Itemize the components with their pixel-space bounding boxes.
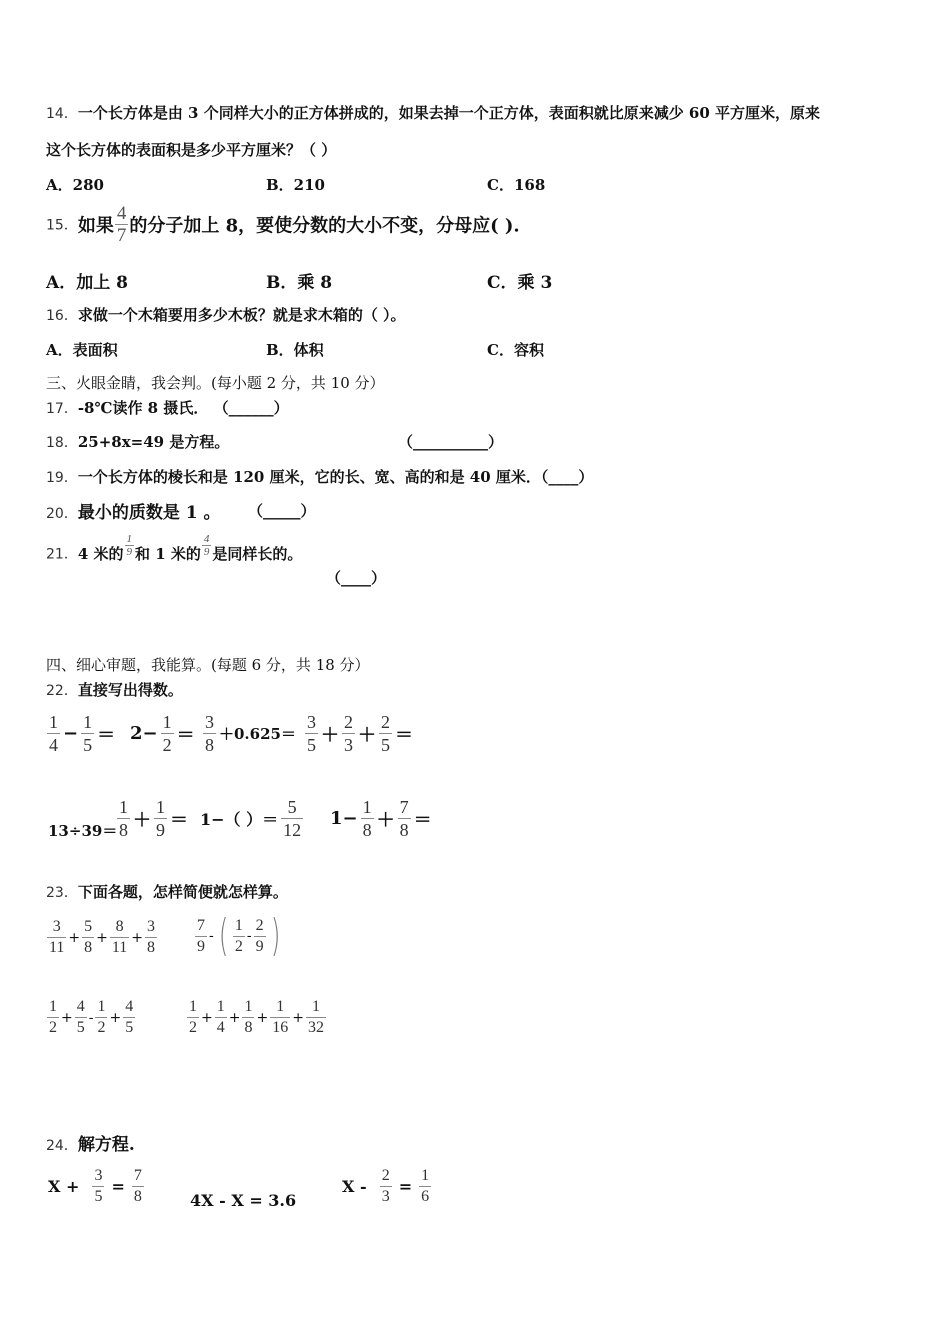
fraction [47, 997, 59, 1038]
fraction [281, 796, 303, 841]
equals: = [398, 1177, 413, 1196]
denominator: 9 [156, 820, 165, 840]
question-14-line2: 这个长方体的表面积是多少平方厘米？（ ） [46, 141, 337, 159]
denominator: 7 [116, 225, 127, 246]
denominator: 5 [381, 735, 390, 755]
numerator: 5 [84, 918, 93, 935]
question-number: 19． [46, 470, 78, 486]
right-parenthesis: ) [270, 910, 280, 961]
numerator: 1 [49, 998, 57, 1015]
expression-22-5 [46, 820, 119, 841]
numerator: 4 [203, 533, 210, 545]
numerator: 1 [189, 998, 197, 1015]
equation-lead: X - [342, 1177, 367, 1196]
question-number: 16． [46, 308, 78, 324]
expression-23-3 [46, 997, 136, 1038]
fraction [233, 916, 245, 957]
expression-rest: ＋0.625＝ [219, 725, 296, 743]
fraction [115, 203, 129, 246]
denominator: 2 [97, 1019, 106, 1036]
section-heading-4: 四、细心审题，我能算。(每题 6 分，共 18 分） [46, 656, 370, 674]
expression-23-4 [186, 997, 327, 1038]
denominator: 5 [83, 735, 93, 755]
answer-blank[interactable]: （_____） [248, 502, 316, 520]
question-text: 求做一个木箱要用多少木板？就是求木箱的（ ）。 [77, 306, 406, 324]
question-17 [46, 397, 289, 418]
expression-23-1 [46, 917, 158, 958]
question-number: 22． [46, 683, 78, 699]
question-22 [46, 679, 183, 700]
denominator: 8 [399, 820, 409, 840]
fraction [305, 711, 318, 756]
question-number: 14． [46, 106, 78, 122]
question-20 [46, 498, 221, 523]
fraction [95, 997, 107, 1038]
question-text: 一个长方体的棱长和是 120 厘米，它的长、宽、高的和是 40 厘米．（____） [77, 468, 594, 486]
fraction [202, 533, 212, 558]
text-part-a: 4 米的 [77, 545, 124, 563]
fraction [145, 917, 157, 958]
denominator: 8 [244, 1019, 253, 1036]
numerator: 1 [244, 998, 253, 1015]
equation-24-1 [46, 1166, 145, 1207]
denominator: 3 [344, 735, 353, 755]
numerator: 3 [307, 712, 316, 732]
equals: ＝ [413, 809, 432, 831]
numerator: 8 [115, 918, 124, 935]
denominator: 32 [307, 1019, 324, 1036]
denominator: 16 [272, 1019, 289, 1036]
equals: ＝ [97, 724, 116, 746]
equals: ＝ [395, 724, 413, 746]
option-b: B．体积 [266, 341, 324, 359]
operator: ＋ [358, 724, 376, 746]
section-heading-3: 三、火眼金睛，我会判。(每小题 2 分，共 10 分） [46, 374, 385, 392]
numerator: 1 [234, 916, 243, 934]
fraction [132, 1166, 144, 1207]
expression-22-4 [304, 711, 415, 756]
question-16 [46, 304, 406, 325]
question-number: 21． [46, 546, 78, 563]
question-18 [46, 431, 229, 452]
operator: − [63, 723, 79, 744]
question-text: 最小的质数是 1 。 [77, 503, 221, 523]
expression-lead: 1− [330, 808, 358, 829]
fraction [47, 711, 60, 756]
denominator: 8 [84, 939, 93, 956]
operator: - [88, 1009, 94, 1026]
expression-22-1 [46, 711, 117, 756]
question-text: -8℃读作 8 摄氏． （______） [77, 399, 289, 417]
fraction [342, 711, 355, 756]
fraction [398, 796, 411, 841]
denominator: 4 [49, 735, 58, 755]
question-14 [46, 102, 820, 123]
numerator: 7 [399, 797, 409, 817]
equals: ＝ [176, 724, 195, 746]
denominator: 12 [283, 820, 302, 840]
operator: + [201, 1009, 213, 1026]
left-parenthesis: ( [218, 910, 229, 961]
fraction [75, 997, 87, 1038]
denominator: 8 [205, 735, 214, 755]
fraction [92, 1166, 104, 1207]
numerator: 1 [126, 533, 132, 545]
numerator: 7 [197, 916, 205, 934]
question-number: 15． [46, 217, 78, 234]
operator: + [131, 929, 144, 946]
expression-23-2 [194, 910, 284, 961]
operator: + [256, 1009, 269, 1026]
numerator: 1 [421, 1167, 430, 1184]
text-part-b: 和 1 米的 [135, 545, 201, 563]
fraction [154, 796, 167, 841]
denominator: 9 [255, 937, 264, 955]
question-24 [46, 1130, 135, 1155]
numerator: 1 [97, 998, 106, 1015]
answer-blank[interactable]: （__________） [398, 433, 504, 451]
text-part-c: 是同样长的。 [212, 545, 303, 563]
option-c: C．乘 3 [487, 273, 553, 293]
numerator: 1 [311, 998, 320, 1015]
fraction [110, 917, 129, 958]
fraction [379, 711, 392, 756]
denominator: 11 [111, 939, 128, 956]
fraction [361, 796, 374, 841]
expression-22-8 [328, 796, 434, 841]
question-number: 20． [46, 506, 78, 522]
numerator: 1 [119, 797, 128, 817]
fraction [82, 917, 94, 958]
denominator: 9 [126, 546, 132, 558]
question-number: 18． [46, 435, 78, 451]
denominator: 8 [133, 1188, 142, 1205]
numerator: 1 [83, 712, 93, 732]
fraction [270, 997, 290, 1038]
equation-24-2: 4X - X = 3.6 [190, 1191, 297, 1210]
fraction [47, 917, 66, 958]
equals: = [111, 1177, 125, 1196]
denominator: 2 [49, 1019, 57, 1036]
fraction [161, 711, 174, 756]
fraction [254, 916, 266, 957]
operator: + [292, 1009, 304, 1026]
question-21 [46, 533, 303, 566]
option-a: A．加上 8 [46, 273, 128, 293]
denominator: 5 [125, 1019, 134, 1036]
numerator: 1 [276, 998, 285, 1015]
option-a: A．表面积 [46, 341, 118, 359]
answer-blank[interactable]: （____） [326, 569, 387, 587]
operator: ＋ [321, 724, 339, 746]
denominator: 2 [189, 1019, 197, 1036]
numerator: 2 [381, 1167, 390, 1184]
question-text: 直接写出得数。 [77, 681, 183, 699]
fraction [195, 916, 207, 957]
fraction [306, 997, 326, 1038]
operator: + [109, 1009, 122, 1026]
expression-lead: 1−（ ）＝ [200, 810, 279, 829]
fraction [242, 997, 254, 1038]
question-number: 23． [46, 885, 78, 901]
numerator: 2 [344, 712, 353, 732]
fraction [125, 533, 135, 558]
question-text: 下面各题，怎样简便就怎样算。 [77, 883, 288, 901]
denominator: 8 [362, 820, 372, 840]
denominator: 4 [216, 1019, 225, 1036]
numerator: 3 [52, 918, 61, 935]
expression-22-7 [198, 796, 304, 841]
expression-22-3 [202, 711, 298, 756]
question-text: 25+8x=49 是方程。 [77, 433, 230, 451]
expression-lead: 2− [130, 723, 158, 744]
equation-24-3 [340, 1166, 432, 1207]
equation-lead: X + [48, 1177, 80, 1196]
option-c: C．168 [487, 176, 546, 194]
operator: - [246, 928, 252, 944]
question-number: 24． [46, 1138, 78, 1154]
numerator: 1 [49, 712, 58, 732]
numerator: 1 [216, 998, 225, 1015]
numerator: 1 [162, 712, 172, 732]
numerator: 1 [362, 797, 372, 817]
question-number: 17． [46, 401, 78, 417]
numerator: 3 [94, 1167, 103, 1184]
operator: - [209, 928, 214, 944]
equals: ＝ [170, 809, 188, 831]
fraction [419, 1166, 431, 1207]
denominator: 8 [119, 820, 128, 840]
numerator: 4 [125, 998, 134, 1015]
denominator: 2 [234, 937, 243, 955]
operator: + [228, 1009, 241, 1026]
operator: + [96, 929, 108, 946]
numerator: 1 [156, 797, 165, 817]
fraction [123, 997, 135, 1038]
option-b: B．乘 8 [266, 273, 333, 293]
question-text-post: 的分子加上 8，要使分数的大小不变，分母应( ). [129, 215, 520, 237]
denominator: 5 [94, 1188, 103, 1205]
denominator: 3 [381, 1188, 390, 1205]
option-c: C．容积 [487, 341, 544, 359]
fraction [187, 997, 199, 1038]
denominator: 8 [147, 939, 156, 956]
numerator: 3 [205, 712, 214, 732]
numerator: 2 [381, 712, 390, 732]
operator: + [68, 929, 81, 946]
question-15 [46, 203, 520, 246]
numerator: 5 [287, 797, 297, 817]
expression-22-6 [116, 796, 190, 841]
numerator: 2 [255, 916, 264, 934]
question-23 [46, 881, 288, 902]
numerator: 3 [147, 918, 156, 935]
denominator: 5 [307, 735, 316, 755]
numerator: 4 [76, 998, 85, 1015]
operator: ＋ [133, 809, 151, 831]
option-a: A．280 [46, 176, 104, 194]
fraction [81, 711, 94, 756]
question-text-pre: 如果 [77, 215, 114, 237]
question-19 [46, 466, 593, 487]
numerator: 7 [133, 1167, 142, 1184]
fraction [380, 1166, 392, 1207]
fraction [215, 997, 227, 1038]
expression-22-2 [128, 711, 197, 756]
denominator: 9 [203, 546, 210, 558]
fraction [203, 711, 216, 756]
question-text: 一个长方体是由 3 个同样大小的正方体拼成的，如果去掉一个正方体，表面积就比原来减少 60 平方厘米，原来 [77, 104, 821, 122]
operator: ＋ [376, 809, 395, 831]
operator: + [61, 1009, 73, 1026]
option-b: B．210 [266, 176, 325, 194]
expression-text: 13÷39＝ [48, 822, 118, 840]
denominator: 9 [197, 937, 205, 955]
denominator: 11 [49, 939, 65, 956]
denominator: 5 [76, 1019, 85, 1036]
denominator: 2 [162, 735, 172, 755]
denominator: 6 [421, 1188, 430, 1205]
fraction [117, 796, 130, 841]
question-text: 解方程. [77, 1135, 135, 1155]
numerator: 4 [116, 203, 127, 224]
